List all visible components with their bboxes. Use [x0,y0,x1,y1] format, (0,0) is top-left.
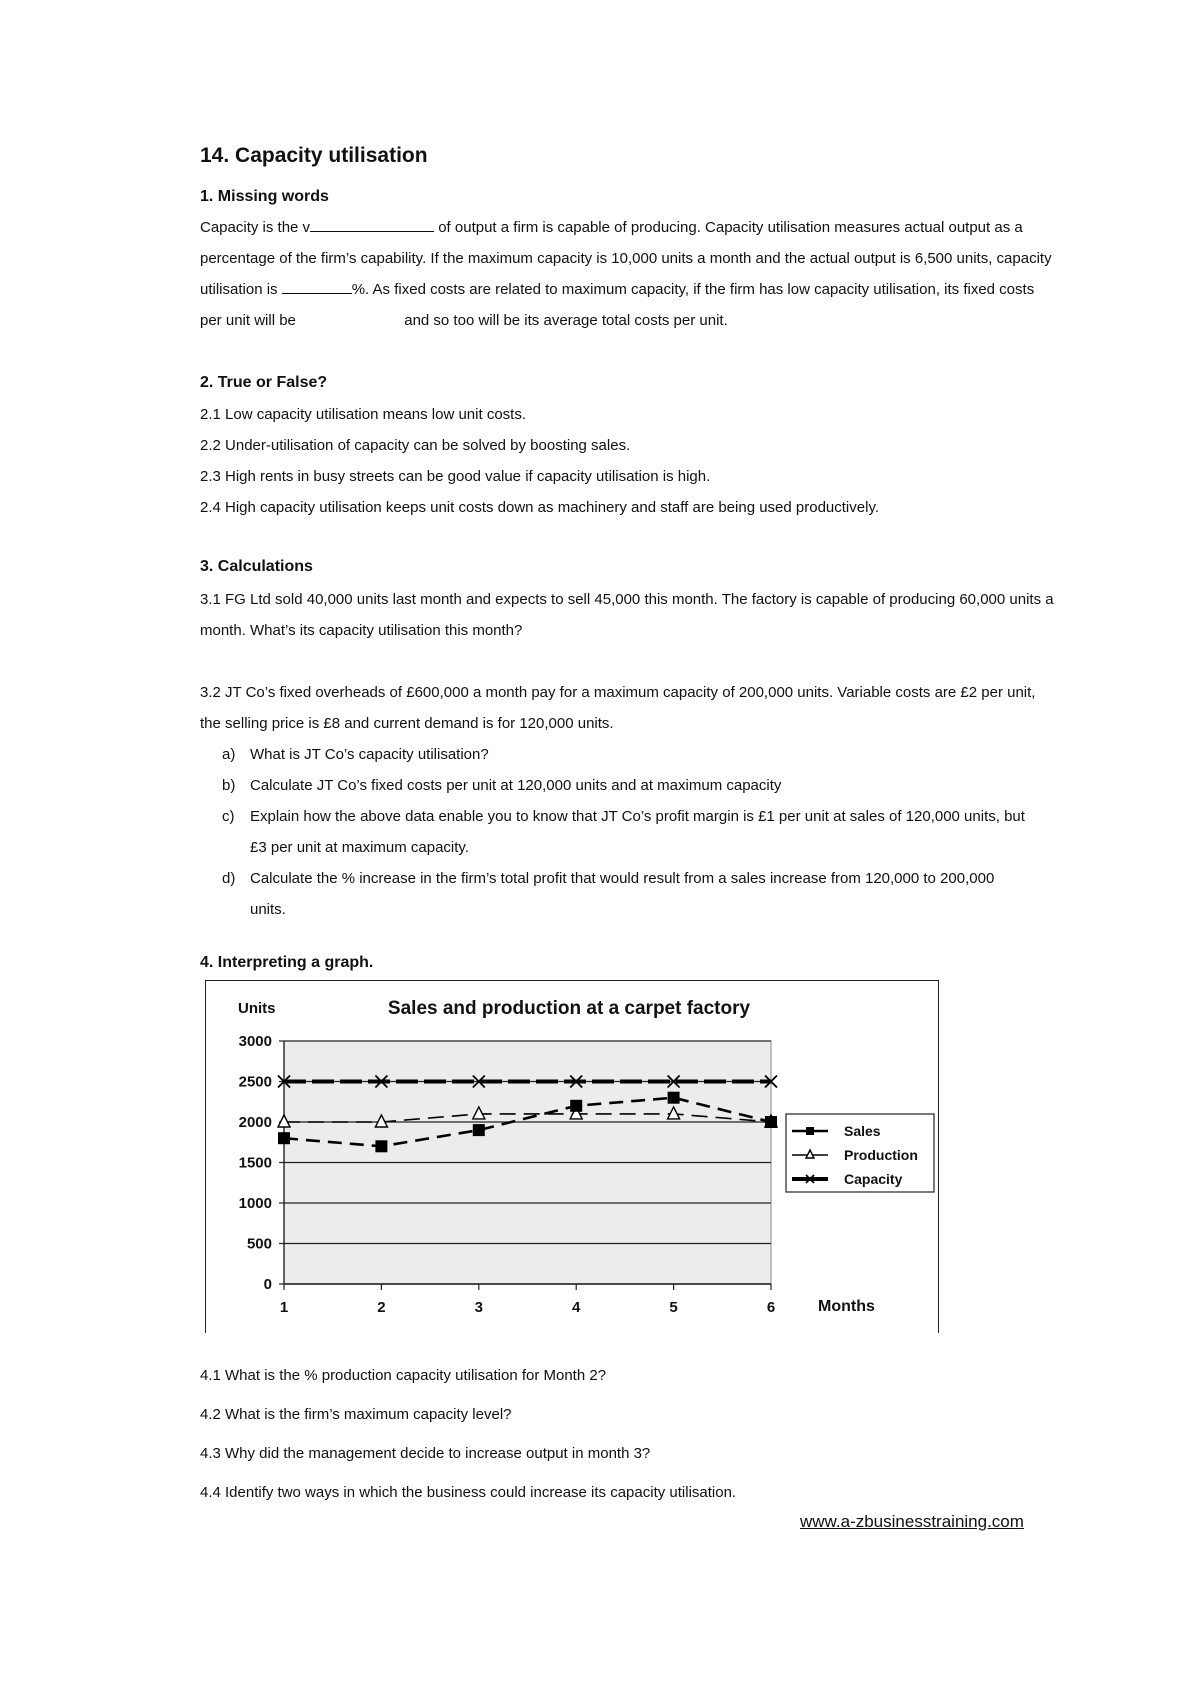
x-tick-label: 5 [669,1299,678,1316]
y-tick-label: 3000 [238,1033,272,1050]
sub-question-text: Calculate JT Co’s fixed costs per unit at 120,000 units and at maximum capacity [250,777,782,794]
x-tick-label: 2 [377,1299,386,1316]
page-title: 14. Capacity utilisation [200,144,428,167]
graph-question: 4.2 What is the firm’s maximum capacity level? [200,1406,512,1423]
missing-words-text-1: Capacity is the v [200,219,311,236]
x-axis-label: Months [818,1298,875,1315]
chart-title: Sales and production at a carpet factory [387,998,751,1019]
section-2-heading: 2. True or False? [200,374,328,391]
sub-question-label: a) [222,746,236,763]
missing-words-text-2: of output a firm is capable of producing. Capacity utilisation measures actual output as a percentage of the firm’s capability. If the maximum capacity is 10,000 units a month and the actual output is 6,500 units, capacity utilisation is [200,219,1052,298]
sub-question [222,863,1042,925]
y-tick-label: 1500 [238,1154,272,1172]
data-point-sales [278,1132,290,1144]
section-1-heading: 1. Missing words [200,188,329,205]
sub-question-text: Explain how the above data enable you to know that JT Co’s profit margin is £1 per unit at sales of 120,000 units, but £3 per unit at maximum capacity. [250,808,1025,856]
missing-words-paragraph [200,212,1060,336]
website-link[interactable]: www.a-zbusinesstraining.com [800,1512,1024,1531]
legend-label-production: Production [844,1147,918,1163]
chart-legend [786,1114,934,1192]
true-false-item: 2.2 Under-utilisation of capacity can be solved by boosting sales. [200,437,631,454]
sub-question-text: What is JT Co’s capacity utilisation? [250,746,489,763]
graph-question: 4.3 Why did the management decide to increase output in month 3? [200,1445,651,1462]
sub-question [222,739,1042,770]
graph-question: 4.1 What is the % production capacity utilisation for Month 2? [200,1367,607,1384]
blank-3[interactable] [300,310,400,325]
y-tick-label: 0 [263,1276,272,1293]
y-tick-label: 1000 [238,1195,272,1212]
legend-label-capacity: Capacity [844,1171,903,1187]
section-4-heading: 4. Interpreting a graph. [200,954,374,971]
data-point-sales [375,1140,387,1152]
sub-question [222,770,1042,801]
sub-question-label: c) [222,808,235,825]
data-point-sales [473,1124,485,1136]
blank-1[interactable] [310,217,434,232]
true-false-item: 2.3 High rents in busy streets can be good value if capacity utilisation is high. [200,468,711,485]
x-tick-label: 4 [572,1299,581,1316]
x-tick-label: 1 [279,1299,289,1316]
blank-2[interactable] [282,279,352,294]
graph-question: 4.4 Identify two ways in which the business could increase its capacity utilisation. [200,1484,737,1501]
legend-label-sales: Sales [844,1123,881,1139]
data-point-sales [668,1092,680,1104]
legend-marker-sales [806,1127,814,1135]
x-tick-label: 3 [474,1299,483,1316]
sub-question-label: d) [222,870,236,887]
sub-question-text: Calculate the % increase in the firm’s total profit that would result from a sales increase from 120,000 to 200,000 units. [250,870,995,918]
y-tick-label: 500 [246,1235,272,1253]
missing-words-text-4: and so too will be its average total costs per unit. [400,312,728,329]
sub-question-label: b) [222,777,236,794]
true-false-item: 2.1 Low capacity utilisation means low unit costs. [200,406,526,423]
question-3-2: 3.2 JT Co’s fixed overheads of £600,000 a month pay for a maximum capacity of 200,000 units. Variable costs are £2 per unit, the selling price is £8 and current demand is for 120,000 units. [200,684,1036,732]
y-axis-label: Units [238,1000,276,1017]
y-tick-label: 2500 [238,1073,272,1091]
data-point-sales [765,1116,777,1128]
question-3-1: 3.1 FG Ltd sold 40,000 units last month and expects to sell 45,000 this month. The factory is capable of producing 60,000 units a month. What’s its capacity utilisation this month? [200,591,1054,639]
x-tick-label: 6 [766,1299,776,1316]
data-point-sales [570,1100,582,1112]
chart-frame [205,980,939,1333]
section-3-heading: 3. Calculations [200,558,313,575]
true-false-item: 2.4 High capacity utilisation keeps unit costs down as machinery and staff are being used productively. [200,499,879,516]
line-chart [206,981,938,1333]
missing-words-text-3: %. As fixed costs are related to maximum capacity, if the firm has low capacity utilisation, its fixed costs per unit will be [200,281,1035,329]
y-tick-label: 2000 [238,1114,272,1131]
sub-question [222,801,1042,863]
